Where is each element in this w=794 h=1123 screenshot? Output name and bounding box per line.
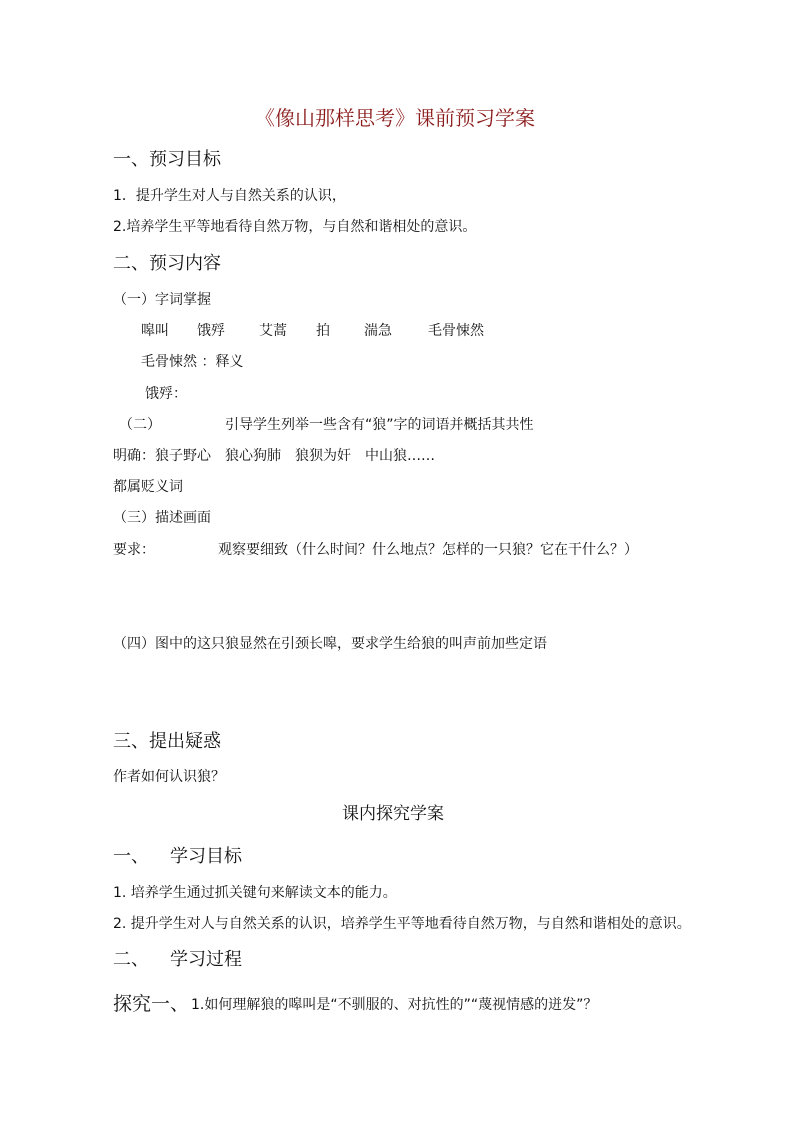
answer-line: 明确：狼子野心 狼心狗肺 狼狈为奸 中山狼…… [113,448,435,464]
objective-item: 2.培养学生平等地看待自然万物，与自然和谐相处的意识。 [113,219,477,235]
section-heading-objectives: 一、预习目标 [113,149,221,170]
subsection-label: （二） [119,417,161,433]
section-heading-learning-goals: 学习目标 [170,846,242,867]
section-heading-process: 学习过程 [170,949,242,970]
subsection-heading: （三）描述画面 [113,510,211,526]
learning-goal-item: 1. 培养学生通过抓关键句来解读文本的能力。 [113,885,397,901]
subsection-heading: （四）图中的这只狼显然在引颈长嗥，要求学生给狼的叫声前加些定语 [113,636,547,652]
vocab-word: 毛骨悚然 [428,323,484,339]
objective-item: 1．提升学生对人与自然关系的认识， [113,188,346,204]
heading-number: 二、 [113,949,149,970]
heading-number: 一、 [113,846,149,867]
subsection-text: 引导学生列举一些含有“狼”字的词语并概括其共性 [225,417,534,433]
vocab-word: 嗥叫 [141,323,169,339]
explore-label: 探究一、 [113,993,190,1015]
requirement-text: 观察要细致（什么时间？什么地点？怎样的一只狼？它在干什么？） [218,542,638,558]
vocab-word: 艾蒿 [259,323,287,339]
word-definition-prompt: 毛骨悚然 ：释义 [141,354,244,370]
vocab-word: 拍 [316,323,330,339]
vocab-word: 饿殍 [197,323,225,339]
doc-title: 《像山那样思考》课前预习学案 [255,106,535,130]
answer-line: 都属贬义词 [113,479,183,495]
subsection-heading: （一）字词掌握 [113,292,211,308]
learning-goal-item: 2. 提升学生对人与自然关系的认识，培养学生平等地看待自然万物，与自然和谐相处的意识。 [113,916,691,932]
word-definition-prompt: 饿殍： [145,386,187,402]
requirement-label: 要求： [113,542,155,558]
section-title-inclass: 课内探究学案 [342,804,444,824]
section-heading-content: 二、预习内容 [113,253,221,274]
question-line: 作者如何认识狼？ [113,769,225,785]
explore-question: 1.如何理解狼的嗥叫是“不驯服的、对抗性的”“蔑视情感的迸发”？ [191,997,598,1013]
section-heading-questions: 三、提出疑惑 [113,731,221,752]
vocab-word: 湍急 [364,323,392,339]
